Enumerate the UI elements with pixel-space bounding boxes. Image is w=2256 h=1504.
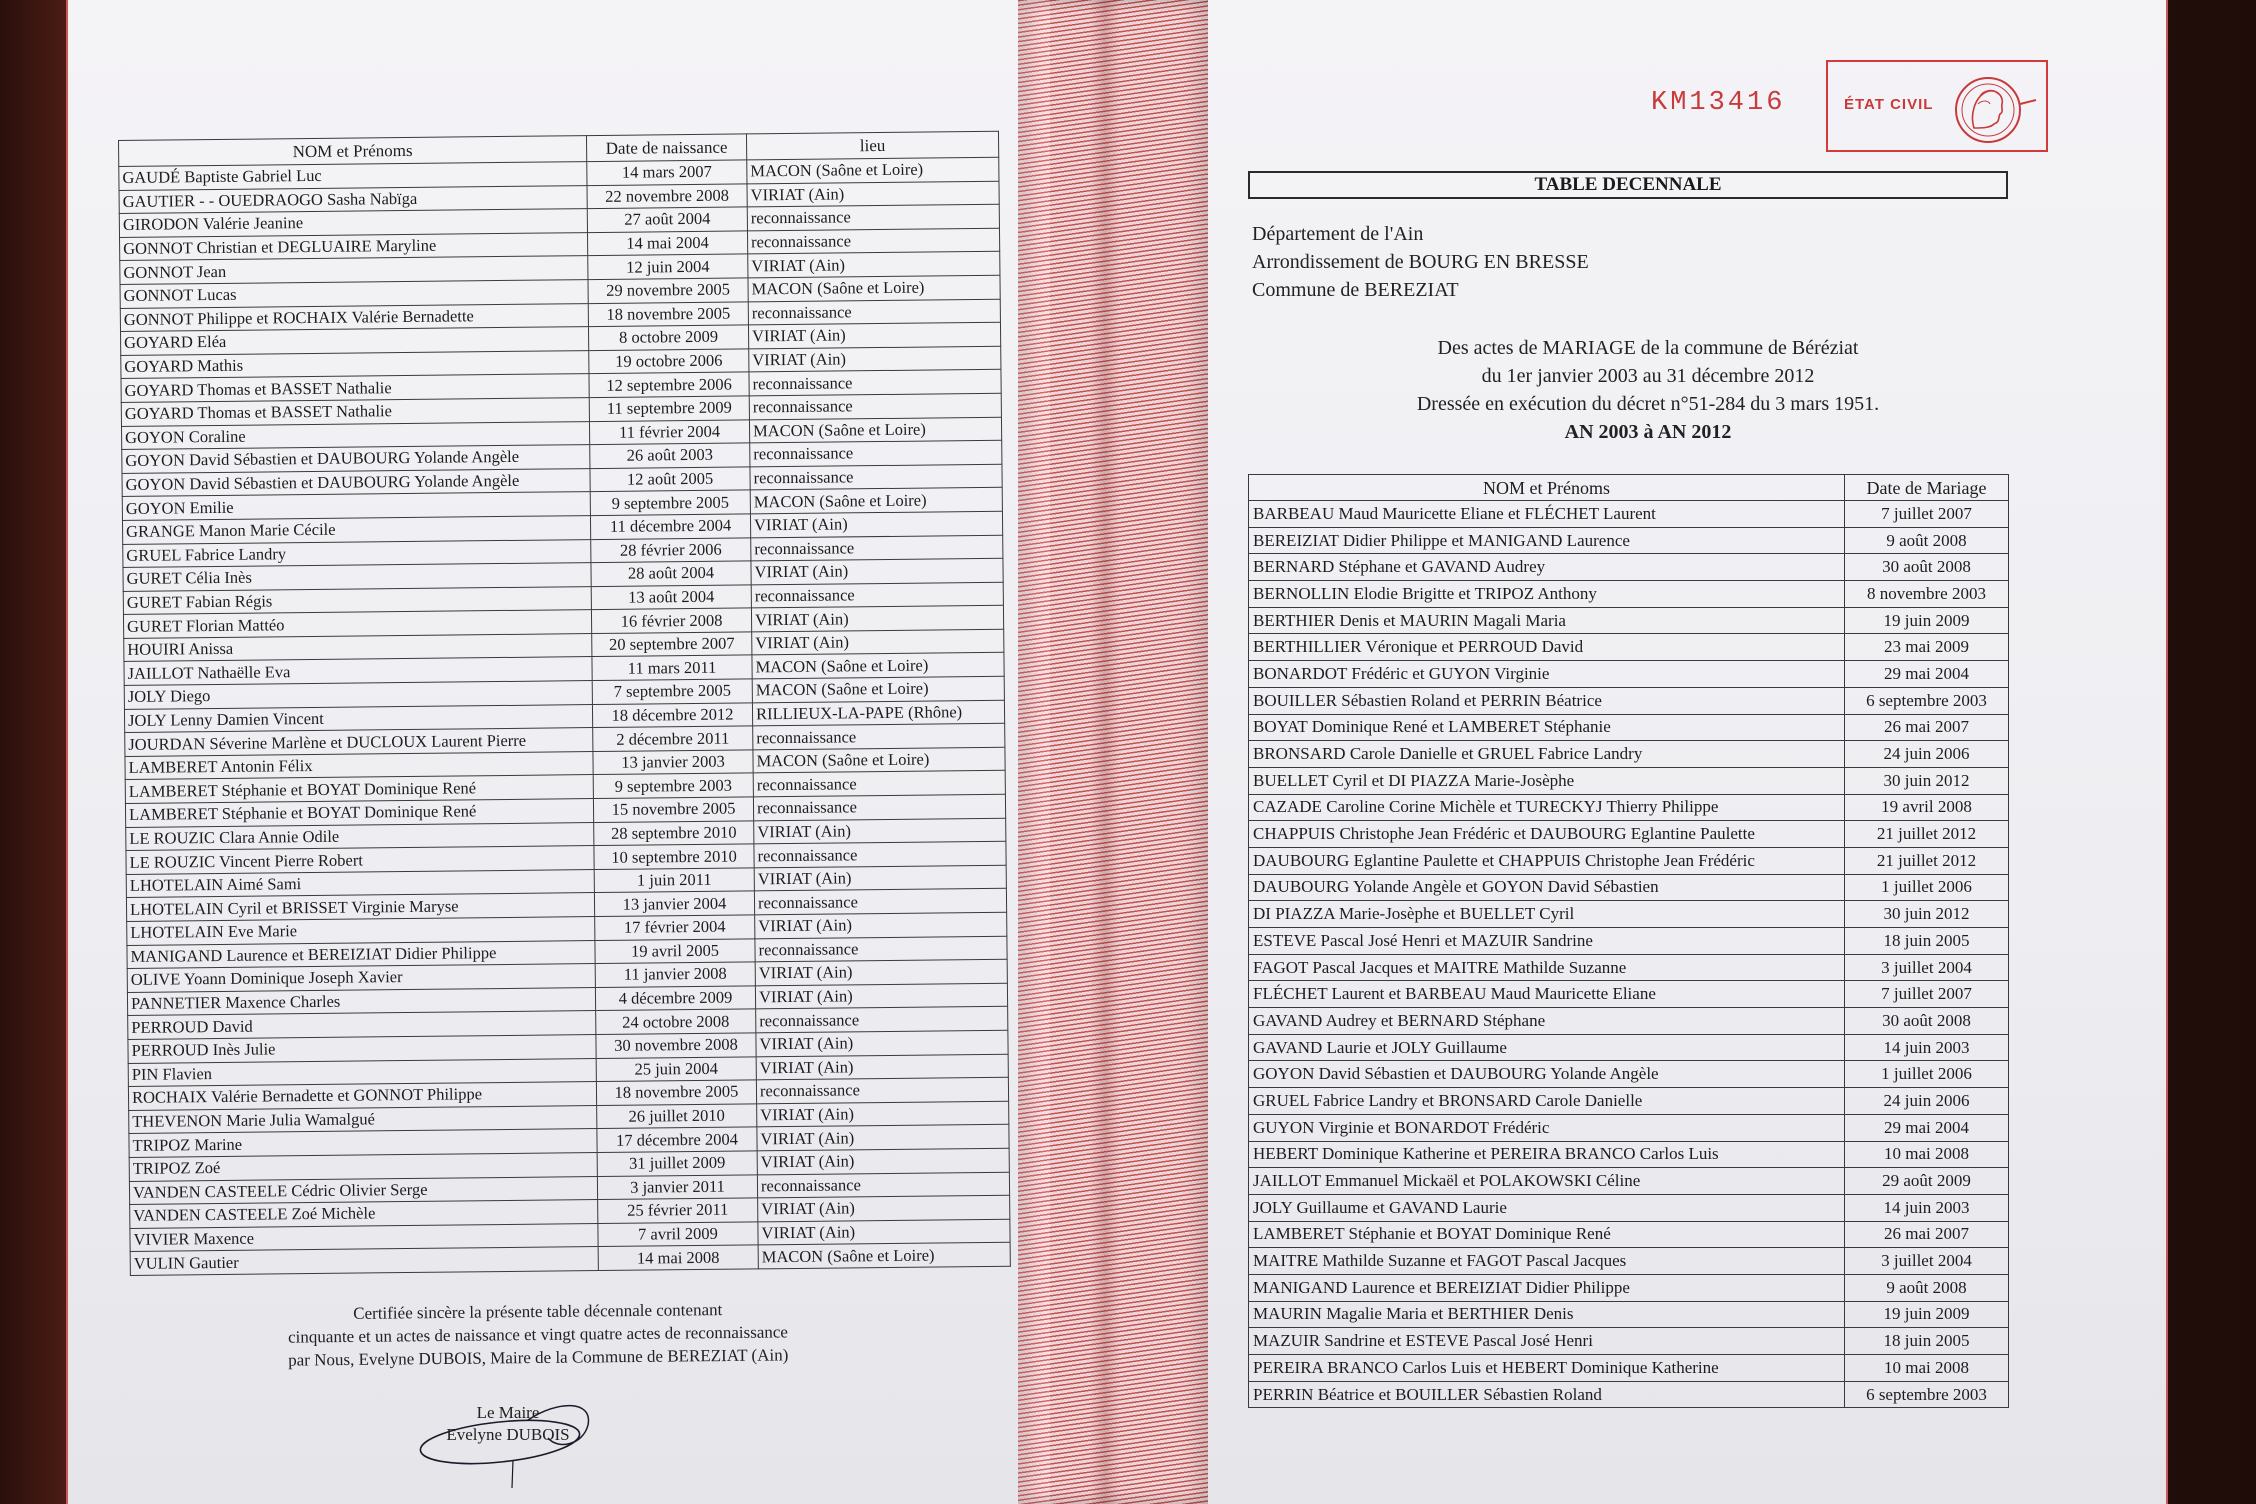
cell-place: MACON (Saône et Loire) [747, 157, 999, 183]
cell-place: reconnaissance [747, 204, 999, 230]
cell-name: JAILLOT Nathaëlle Eva [124, 657, 592, 685]
cell-dob: 12 août 2005 [590, 467, 750, 492]
cell-place: VIRIAT (Ain) [751, 606, 1003, 632]
table-row [1249, 1381, 2009, 1408]
table-row [1249, 928, 2009, 955]
cell-place: reconnaissance [754, 841, 1006, 867]
cell-dob: 13 août 2004 [591, 585, 751, 610]
cell-name: BRONSARD Carole Danielle et GRUEL Fabrice Landry [1249, 741, 1845, 768]
cell-name: PERRIN Béatrice et BOUILLER Sébastien Roland [1249, 1381, 1845, 1408]
cell-date: 26 mai 2007 [1845, 1221, 2009, 1248]
marriage-table-wrapper [1248, 474, 2008, 1408]
cell-date: 18 juin 2005 [1845, 1328, 2009, 1355]
certification-line: cinquante et un actes de naissance et vingt quatre actes de reconnaissance [287, 1322, 789, 1347]
marriage-table-header [1249, 475, 2009, 501]
cell-dob: 13 janvier 2004 [594, 891, 754, 916]
cell-name: GURET Florian Mattéo [123, 610, 591, 638]
cell-place: reconnaissance [747, 228, 999, 254]
cell-dob: 12 septembre 2006 [589, 372, 749, 397]
table-row [1249, 1061, 2009, 1088]
cell-date: 9 août 2008 [1845, 527, 2009, 554]
cell-place: VIRIAT (Ain) [754, 818, 1006, 844]
table-row [1249, 581, 2009, 608]
cell-place: reconnaissance [756, 1077, 1008, 1103]
table-row [1249, 1248, 2009, 1275]
cell-place: VIRIAT (Ain) [756, 1030, 1008, 1056]
cell-place: VIRIAT (Ain) [757, 1125, 1009, 1151]
intro-block [1268, 334, 2028, 446]
cell-name: GONNOT Christian et DEGLUAIRE Maryline [120, 232, 588, 260]
cell-place: MACON (Saône et Loire) [750, 488, 1002, 514]
certification-text [258, 1297, 819, 1372]
cell-date: 19 juin 2009 [1845, 607, 2009, 634]
cell-date: 14 juin 2003 [1845, 1194, 2009, 1221]
cell-place: reconnaissance [753, 794, 1005, 820]
cell-place: VIRIAT (Ain) [748, 252, 1000, 278]
cell-place: reconnaissance [750, 440, 1002, 466]
table-row [1249, 1328, 2009, 1355]
signature-name: Evelyne DUBOIS [446, 1425, 570, 1444]
table-row [1249, 1034, 2009, 1061]
cell-date: 19 avril 2008 [1845, 794, 2009, 821]
cell-name: BARBEAU Maud Mauricette Eliane et FLÉCHET Laurent [1249, 501, 1845, 528]
cell-name: PERROUD David [128, 1011, 596, 1039]
cell-date: 1 juillet 2006 [1845, 1061, 2009, 1088]
header-dob: Date de naissance [586, 134, 746, 162]
cell-name: GAUDÉ Baptiste Gabriel Luc [119, 162, 587, 190]
cell-dob: 27 août 2004 [587, 207, 747, 232]
cell-dob: 7 septembre 2005 [592, 679, 752, 704]
cell-name: GRANGE Manon Marie Cécile [122, 515, 590, 543]
cell-name: VULIN Gautier [130, 1247, 598, 1275]
cell-date: 30 juin 2012 [1845, 767, 2009, 794]
signature-scribble-icon [408, 1390, 628, 1490]
cell-dob: 11 décembre 2004 [590, 514, 750, 539]
cell-name: OLIVE Yoann Dominique Joseph Xavier [127, 964, 595, 992]
cell-name: DI PIAZZA Marie-Josèphe et BUELLET Cyril [1249, 901, 1845, 928]
cell-place: VIRIAT (Ain) [747, 181, 999, 207]
cell-place: VIRIAT (Ain) [755, 959, 1007, 985]
table-row [1249, 661, 2009, 688]
cell-name: BOUILLER Sébastien Roland et PERRIN Béatrice [1249, 687, 1845, 714]
cell-place: VIRIAT (Ain) [756, 1054, 1008, 1080]
cell-name: LAMBERET Stéphanie et BOYAT Dominique René [1249, 1221, 1845, 1248]
cell-place: reconnaissance [755, 936, 1007, 962]
intro-line: du 1er janvier 2003 au 31 décembre 2012 [1481, 365, 1815, 387]
cell-date: 6 septembre 2003 [1845, 1381, 2009, 1408]
admin-line: Arrondissement de BOURG EN BRESSE [1252, 251, 1589, 273]
cell-name: GOYON David Sébastien et DAUBOURG Yolande Angèle [122, 468, 590, 496]
cell-name: BERTHIER Denis et MAURIN Magali Maria [1249, 607, 1845, 634]
table-row [1249, 714, 2009, 741]
table-row [1249, 1088, 2009, 1115]
cell-place: reconnaissance [753, 771, 1005, 797]
intro-line: Des actes de MARIAGE de la commune de Béréziat [1437, 337, 1859, 359]
cell-name: GAVAND Laurie et JOLY Guillaume [1249, 1034, 1845, 1061]
cell-place: reconnaissance [748, 299, 1000, 325]
cell-date: 29 mai 2004 [1845, 1114, 2009, 1141]
cell-dob: 19 avril 2005 [595, 938, 755, 963]
cell-date: 29 août 2009 [1845, 1168, 2009, 1195]
marriage-table-body [1249, 501, 2009, 1408]
marriage-table [1248, 474, 2009, 1408]
cell-name: GUYON Virginie et BONARDOT Frédéric [1249, 1114, 1845, 1141]
cell-date: 30 août 2008 [1845, 1008, 2009, 1035]
cell-place: reconnaissance [756, 1007, 1008, 1033]
cell-name: VANDEN CASTEELE Cédric Olivier Serge [129, 1176, 597, 1204]
cell-name: PIN Flavien [128, 1058, 596, 1086]
table-row [1249, 1194, 2009, 1221]
cell-dob: 24 octobre 2008 [596, 1009, 756, 1034]
table-row [1249, 1008, 2009, 1035]
cell-name: BEREIZIAT Didier Philippe et MANIGAND Laurence [1249, 527, 1845, 554]
administrative-block [1252, 220, 1589, 304]
cell-place: MACON (Saône et Loire) [753, 747, 1005, 773]
cell-place: reconnaissance [749, 393, 1001, 419]
signature-title: Le Maire [476, 1403, 540, 1422]
cell-dob: 12 juin 2004 [588, 254, 748, 279]
table-row [1249, 767, 2009, 794]
header-name: NOM et Prénoms [1249, 475, 1845, 501]
cell-date: 3 juillet 2004 [1845, 1248, 2009, 1275]
table-row [1249, 821, 2009, 848]
table-row [1249, 954, 2009, 981]
period-line: AN 2003 à AN 2012 [1564, 421, 1732, 443]
table-row [1249, 981, 2009, 1008]
cell-dob: 11 septembre 2009 [589, 396, 749, 421]
cell-name: PEREIRA BRANCO Carlos Luis et HEBERT Dominique Katherine [1249, 1355, 1845, 1382]
cell-dob: 1 juin 2011 [594, 868, 754, 893]
header-place: lieu [746, 131, 998, 160]
cell-date: 23 mai 2009 [1845, 634, 2009, 661]
cell-name: MAURIN Magalie Maria et BERTHIER Denis [1249, 1301, 1845, 1328]
cell-date: 19 juin 2009 [1845, 1301, 2009, 1328]
cell-date: 7 juillet 2007 [1845, 501, 2009, 528]
table-row [1249, 607, 2009, 634]
cell-date: 30 juin 2012 [1845, 901, 2009, 928]
cell-name: JOLY Diego [124, 681, 592, 709]
cell-place: VIRIAT (Ain) [758, 1219, 1010, 1245]
cell-name: DAUBOURG Eglantine Paulette et CHAPPUIS Christophe Jean Frédéric [1249, 847, 1845, 874]
cell-place: VIRIAT (Ain) [755, 983, 1007, 1009]
cell-name: BONARDOT Frédéric et GUYON Virginie [1249, 661, 1845, 688]
cell-dob: 17 décembre 2004 [597, 1127, 757, 1152]
cell-name: GAUTIER - - OUEDRAOGO Sasha Nabïga [119, 185, 587, 213]
cell-dob: 26 juillet 2010 [597, 1104, 757, 1129]
cell-name: JOURDAN Séverine Marlène et DUCLOUX Laurent Pierre [125, 728, 593, 756]
header-name: NOM et Prénoms [119, 136, 587, 167]
cell-dob: 3 janvier 2011 [597, 1174, 757, 1199]
cell-date: 26 mai 2007 [1845, 714, 2009, 741]
cell-name: GIRODON Valérie Jeanine [119, 209, 587, 237]
cell-name: ESTEVE Pascal José Henri et MAZUIR Sandrine [1249, 928, 1845, 955]
cell-place: VIRIAT (Ain) [748, 322, 1000, 348]
cell-place: VIRIAT (Ain) [751, 558, 1003, 584]
cell-date: 14 juin 2003 [1845, 1034, 2009, 1061]
cell-dob: 18 novembre 2005 [588, 301, 748, 326]
table-row [1249, 1114, 2009, 1141]
etat-civil-stamp [1826, 60, 2048, 152]
cell-name: MAITRE Mathilde Suzanne et FAGOT Pascal Jacques [1249, 1248, 1845, 1275]
cell-dob: 30 novembre 2008 [596, 1033, 756, 1058]
cell-place: reconnaissance [754, 889, 1006, 915]
cell-dob: 13 janvier 2003 [593, 750, 753, 775]
cell-dob: 2 décembre 2011 [593, 726, 753, 751]
cell-name: MAZUIR Sandrine et ESTEVE Pascal José Henri [1249, 1328, 1845, 1355]
cell-dob: 26 août 2003 [590, 443, 750, 468]
cell-name: GOYON Coraline [121, 421, 589, 449]
cell-date: 30 août 2008 [1845, 554, 2009, 581]
table-row [1249, 1221, 2009, 1248]
cell-date: 24 juin 2006 [1845, 741, 2009, 768]
cell-dob: 11 février 2004 [589, 419, 749, 444]
cell-name: BOYAT Dominique René et LAMBERET Stéphanie [1249, 714, 1845, 741]
cell-dob: 14 mai 2004 [587, 231, 747, 256]
cell-name: MANIGAND Laurence et BEREIZIAT Didier Philippe [127, 940, 595, 968]
cell-name: JOLY Lenny Damien Vincent [124, 704, 592, 732]
cell-name: GOYARD Thomas et BASSET Nathalie [121, 374, 589, 402]
cell-name: LHOTELAIN Eve Marie [127, 917, 595, 945]
cell-name: HEBERT Dominique Katherine et PEREIRA BRANCO Carlos Luis [1249, 1141, 1845, 1168]
cell-date: 24 juin 2006 [1845, 1088, 2009, 1115]
cell-place: reconnaissance [750, 464, 1002, 490]
cell-date: 9 août 2008 [1845, 1274, 2009, 1301]
cell-dob: 9 septembre 2005 [590, 490, 750, 515]
cell-dob: 14 mars 2007 [587, 160, 747, 185]
birth-table [118, 131, 1011, 1276]
cell-name: GURET Fabian Régis [123, 586, 591, 614]
cell-dob: 10 septembre 2010 [594, 844, 754, 869]
cell-place: MACON (Saône et Loire) [749, 417, 1001, 443]
cell-dob: 20 septembre 2007 [592, 632, 752, 657]
cell-name: FLÉCHET Laurent et BARBEAU Maud Mauricette Eliane [1249, 981, 1845, 1008]
certification-line: par Nous, Evelyne DUBOIS, Maire de la Commune de BEREZIAT (Ain) [288, 1345, 789, 1370]
mayor-signature [408, 1390, 628, 1480]
cell-dob: 19 octobre 2006 [589, 349, 749, 374]
admin-line: Commune de BEREZIAT [1252, 279, 1459, 301]
cell-name: GOYON David Sébastien et DAUBOURG Yolande Angèle [122, 445, 590, 473]
cell-date: 6 septembre 2003 [1845, 687, 2009, 714]
cell-place: VIRIAT (Ain) [757, 1148, 1009, 1174]
cell-dob: 4 décembre 2009 [595, 986, 755, 1011]
cell-name: MANIGAND Laurence et BEREIZIAT Didier Philippe [1249, 1274, 1845, 1301]
cell-name: GONNOT Philippe et ROCHAIX Valérie Bernadette [120, 303, 588, 331]
cell-dob: 16 février 2008 [591, 608, 751, 633]
cell-dob: 11 janvier 2008 [595, 962, 755, 987]
cell-name: GOYON David Sébastien et DAUBOURG Yolande Angèle [1249, 1061, 1845, 1088]
cell-place: MACON (Saône et Loire) [758, 1243, 1010, 1269]
birth-table-body [119, 157, 1011, 1275]
intro-line: Dressée en exécution du décret n°51-284 du 3 mars 1951. [1416, 393, 1880, 415]
cell-place: VIRIAT (Ain) [755, 912, 1007, 938]
cell-name: VANDEN CASTEELE Zoé Michèle [130, 1200, 598, 1228]
cell-name: VIVIER Maxence [130, 1223, 598, 1251]
cell-name: FAGOT Pascal Jacques et MAITRE Mathilde Suzanne [1249, 954, 1845, 981]
table-row [1249, 634, 2009, 661]
cell-name: LAMBERET Stéphanie et BOYAT Dominique René [125, 775, 593, 803]
cell-place: VIRIAT (Ain) [758, 1195, 1010, 1221]
cell-name: PANNETIER Maxence Charles [127, 987, 595, 1015]
cell-dob: 29 novembre 2005 [588, 278, 748, 303]
cell-date: 29 mai 2004 [1845, 661, 2009, 688]
cell-name: BERNOLLIN Elodie Brigitte et TRIPOZ Anthony [1249, 581, 1845, 608]
cell-dob: 17 février 2004 [595, 915, 755, 940]
cell-date: 1 juillet 2006 [1845, 874, 2009, 901]
table-row [1249, 554, 2009, 581]
cell-place: VIRIAT (Ain) [752, 629, 1004, 655]
cell-name: GAVAND Audrey et BERNARD Stéphane [1249, 1008, 1845, 1035]
cell-name: LAMBERET Antonin Félix [125, 751, 593, 779]
cell-dob: 25 février 2011 [598, 1198, 758, 1223]
cell-name: BERNARD Stéphane et GAVAND Audrey [1249, 554, 1845, 581]
table-row [1249, 1274, 2009, 1301]
cell-place: reconnaissance [751, 582, 1003, 608]
gutter-shadow [1090, 0, 1120, 1504]
cell-name: GOYON Emilie [122, 492, 590, 520]
table-row [1249, 847, 2009, 874]
cell-date: 3 juillet 2004 [1845, 954, 2009, 981]
cell-dob: 9 septembre 2003 [593, 773, 753, 798]
cell-name: BUELLET Cyril et DI PIAZZA Marie-Josèphe [1249, 767, 1845, 794]
table-row [1249, 1141, 2009, 1168]
cell-place: reconnaissance [749, 370, 1001, 396]
table-row [1249, 874, 2009, 901]
table-row [1249, 501, 2009, 528]
cell-dob: 28 août 2004 [591, 561, 751, 586]
cell-date: 21 juillet 2012 [1845, 847, 2009, 874]
cell-date: 18 juin 2005 [1845, 928, 2009, 955]
cell-name: DAUBOURG Yolande Angèle et GOYON David Sébastien [1249, 874, 1845, 901]
cell-name: ROCHAIX Valérie Bernadette et GONNOT Philippe [128, 1082, 596, 1110]
cell-date: 21 juillet 2012 [1845, 821, 2009, 848]
cell-dob: 28 février 2006 [591, 537, 751, 562]
cell-name: GOYARD Eléa [121, 327, 589, 355]
cell-date: 8 novembre 2003 [1845, 581, 2009, 608]
cell-name: LE ROUZIC Vincent Pierre Robert [126, 846, 594, 874]
cell-name: TRIPOZ Zoé [129, 1152, 597, 1180]
cell-dob: 8 octobre 2009 [588, 325, 748, 350]
cell-name: TRIPOZ Marine [129, 1129, 597, 1157]
cell-dob: 14 mai 2008 [598, 1245, 758, 1270]
cell-name: CHAPPUIS Christophe Jean Frédéric et DAUBOURG Eglantine Paulette [1249, 821, 1845, 848]
cell-name: GURET Célia Inès [123, 563, 591, 591]
cell-name: GRUEL Fabrice Landry [123, 539, 591, 567]
cell-place: reconnaissance [753, 723, 1005, 749]
cell-name: LE ROUZIC Clara Annie Odile [126, 822, 594, 850]
cell-name: CAZADE Caroline Corine Michèle et TURECKYJ Thierry Philippe [1249, 794, 1845, 821]
cell-place: VIRIAT (Ain) [754, 865, 1006, 891]
cell-name: THEVENON Marie Julia Wamalgué [129, 1105, 597, 1133]
cell-dob: 7 avril 2009 [598, 1222, 758, 1247]
cell-date: 7 juillet 2007 [1845, 981, 2009, 1008]
marianne-seal-icon [1944, 68, 2040, 148]
cell-place: RILLIEUX-LA-PAPE (Rhône) [752, 700, 1004, 726]
cell-name: GONNOT Jean [120, 256, 588, 284]
table-row [1249, 527, 2009, 554]
cell-place: MACON (Saône et Loire) [752, 653, 1004, 679]
table-row [1249, 1301, 2009, 1328]
cell-name: JOLY Guillaume et GAVAND Laurie [1249, 1194, 1845, 1221]
cell-dob: 15 novembre 2005 [593, 797, 753, 822]
cell-place: MACON (Saône et Loire) [752, 676, 1004, 702]
cell-place: VIRIAT (Ain) [749, 346, 1001, 372]
cell-name: LAMBERET Stéphanie et BOYAT Dominique René [125, 799, 593, 827]
cell-dob: 18 novembre 2005 [596, 1080, 756, 1105]
cell-name: GONNOT Lucas [120, 280, 588, 308]
header-date: Date de Mariage [1845, 475, 2009, 501]
cell-name: BERTHILLIER Véronique et PERROUD David [1249, 634, 1845, 661]
table-row [1249, 1168, 2009, 1195]
reference-code: KM13416 [1651, 88, 1786, 118]
admin-line: Département de l'Ain [1252, 223, 1424, 245]
cell-dob: 28 septembre 2010 [594, 821, 754, 846]
cell-place: VIRIAT (Ain) [750, 511, 1002, 537]
cell-name: PERROUD Inès Julie [128, 1035, 596, 1063]
table-row [1249, 1355, 2009, 1382]
cell-name: LHOTELAIN Aimé Sami [126, 869, 594, 897]
cell-name: GOYARD Mathis [121, 350, 589, 378]
cell-place: reconnaissance [757, 1172, 1009, 1198]
document-title: TABLE DECENNALE [1248, 171, 2008, 199]
table-row [1249, 687, 2009, 714]
left-page [66, 0, 1050, 1504]
cell-dob: 22 novembre 2008 [587, 184, 747, 209]
birth-table-wrapper [118, 131, 1010, 1276]
cell-place: VIRIAT (Ain) [757, 1101, 1009, 1127]
table-row [1249, 901, 2009, 928]
cell-name: JAILLOT Emmanuel Mickaël et POLAKOWSKI Céline [1249, 1168, 1845, 1195]
certification-line: Certifiée sincère la présente table décennale contenant [353, 1300, 723, 1323]
cell-dob: 31 juillet 2009 [597, 1151, 757, 1176]
cell-dob: 25 juin 2004 [596, 1056, 756, 1081]
cell-name: LHOTELAIN Cyril et BRISSET Virginie Maryse [126, 893, 594, 921]
table-row [1249, 741, 2009, 768]
cell-dob: 11 mars 2011 [592, 655, 752, 680]
cell-place: reconnaissance [751, 535, 1003, 561]
cell-name: HOUIRI Anissa [124, 633, 592, 661]
cell-date: 10 mai 2008 [1845, 1355, 2009, 1382]
right-page [1208, 0, 2168, 1504]
cell-name: GOYARD Thomas et BASSET Nathalie [121, 398, 589, 426]
stamp-label: ÉTAT CIVIL [1844, 96, 1934, 113]
cell-dob: 18 décembre 2012 [592, 703, 752, 728]
cell-date: 10 mai 2008 [1845, 1141, 2009, 1168]
cell-name: GRUEL Fabrice Landry et BRONSARD Carole Danielle [1249, 1088, 1845, 1115]
cell-place: MACON (Saône et Loire) [748, 275, 1000, 301]
table-row [1249, 794, 2009, 821]
